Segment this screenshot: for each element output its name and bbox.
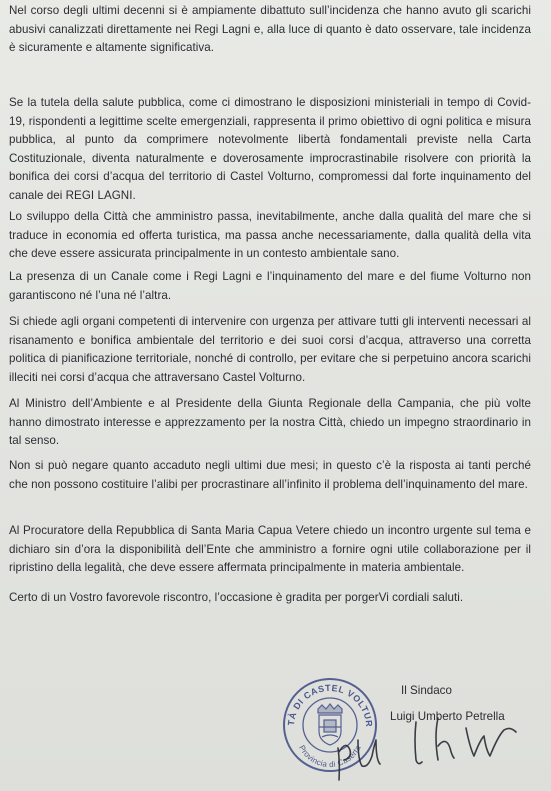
paragraph-5: Si chiede agli organi competenti di intervenire con urgenza per attivare tutti gli interventi necessari al risanamento e bonifica ambientale del territorio e dei suoi corsi d’acqua, attraverso una corretta politica di pianificazione territoriale, nonché di controllo, per evitare che si perpetuino ancora scarichi illeciti nei corsi d’acqua che attraversano Castel Volturno. (9, 315, 531, 384)
handwritten-signature (334, 700, 524, 785)
paragraph-3: Lo sviluppo della Città che amministro passa, inevitabilmente, anche dalla qualità del mare che si traduce in economia ed offerta turistica, ma passa anche necessariamente, dalla qualità della vita che deve essere assicurata principalmente in un contesto ambientale sano. (9, 210, 531, 260)
paragraph-9: Certo di un Vostro favorevole riscontro, l’occasione è gradita per porgerVi cordiali saluti. (9, 591, 464, 604)
paragraph-6: Al Ministro dell’Ambiente e al Presidente della Giunta Regionale della Campania, che più volte hanno dimostrato interesse e apprezzamento per la nostra Città, chiedo un impegno straordinario in tal senso. (9, 397, 531, 447)
paragraph-1: Nel corso degli ultimi decenni si è ampiamente dibattuto sull’incidenza che hanno avuto gli scarichi abusivi canalizzati direttamente nei Regi Lagni e, alla luce di quanto è dato osservare, tale incidenza è sicuramente e altamente significativa. (9, 4, 531, 54)
signatory-title: Il Sindaco (401, 684, 452, 697)
seal-top-text: TÀ DI CASTEL VOLTUR (285, 682, 375, 728)
paragraph-8: Al Procuratore della Repubblica di Santa Maria Capua Vetere chiedo un incontro urgente sul tema e dichiaro sin d’ora la disponibilità dell’Ente che amministro a fornire ogni utile collaborazione per il ripristino della legalità, che deve essere affermata principalmente in materia ambientale. (9, 524, 531, 574)
paragraph-2: Se la tutela della salute pubblica, come ci dimostrano le disposizioni ministeriali in tempo di Covid-19, rispondenti a legittime scelte emergenziali, rappresenta il primo obiettivo di ogni politica e misura pubblica, al punto da comprimere notevolmente libertà fondamentali previste nella Carta Costituzionale, diventa naturalmente e doverosamente improcrastinabile risolvere con priorità la bonifica dei corsi d’acqua del territorio di Castel Volturno, compromessi dal forte inquinamento del canale dei REGI LAGNI. (9, 96, 531, 202)
signature-area (270, 670, 551, 791)
signatory-name: Luigi Umberto Petrella (390, 710, 505, 723)
paragraph-4: La presenza di un Canale come i Regi Lagni e l’inquinamento del mare e del fiume Volturno non garantiscono né l’una né l’altra. (9, 270, 531, 302)
seal-bottom-text: Provincia di Caserta (297, 743, 363, 770)
paragraph-7: Non si può negare quanto accaduto negli ultimi due mesi; in questo c’è la risposta ai tanti perché che non possono costituire l’alibi per procrastinare all’infinito il problema dell’inquinamento del mare. (9, 459, 531, 491)
